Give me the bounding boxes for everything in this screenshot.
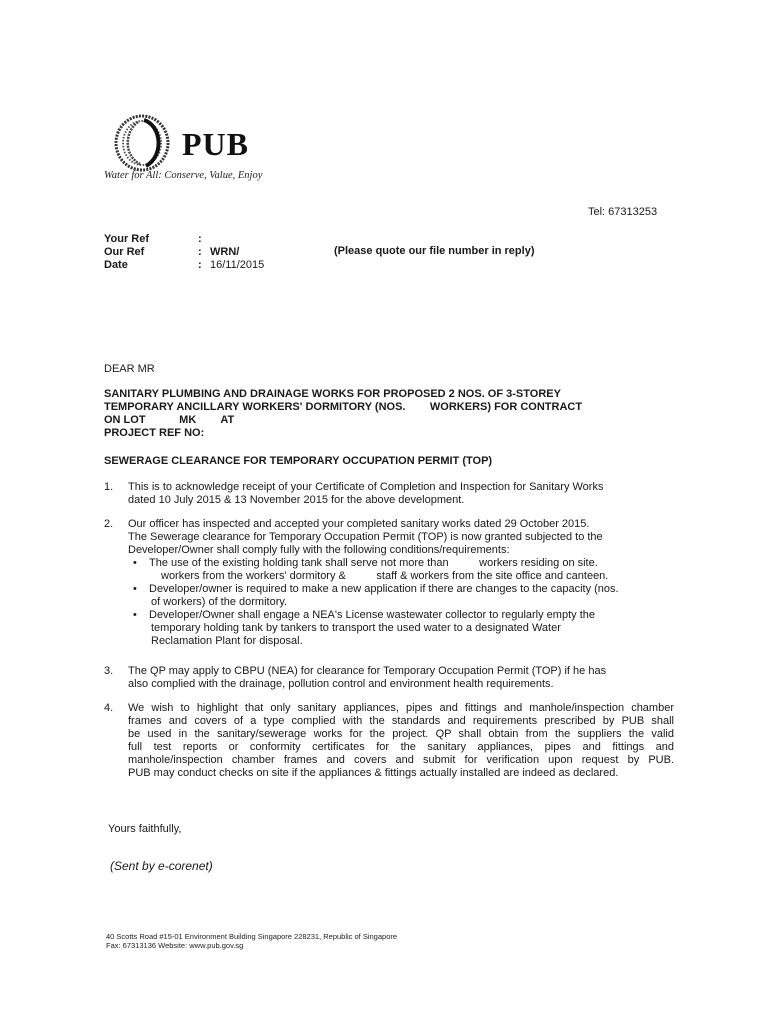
sewerage-clearance-heading: SEWERAGE CLEARANCE FOR TEMPORARY OCCUPATION PERMIT (TOP) (104, 455, 493, 467)
subject-line-1: SANITARY PLUMBING AND DRAINAGE WORKS FOR PROPOSED 2 NOS. OF 3-STOREY (104, 388, 561, 400)
paragraph-line: full test reports or conformity certificates for the sanitary appliances, pipes and fittings and (128, 741, 674, 753)
paragraph-1 (104, 481, 674, 507)
date-row (104, 259, 264, 272)
subject-line-2: TEMPORARY ANCILLARY WORKERS' DORMITORY (NOS. WORKERS) FOR CONTRACT (104, 401, 583, 413)
reference-block (104, 233, 264, 272)
paragraph-line: The QP may apply to CBPU (NEA) for clearance for Temporary Occupation Permit (TOP) if he has (128, 665, 607, 677)
footer-line: Fax: 67313136 Website: www.pub.gov.sg (106, 941, 244, 950)
colon: : (198, 233, 202, 245)
paragraph-line: Developer/Owner shall comply fully with the following conditions/requirements: (128, 544, 510, 556)
condition-line: workers from the workers' dormitory & staff & workers from the site office and canteen. (161, 570, 609, 582)
salutation: DEAR MR (104, 363, 155, 375)
paragraph-number: 4. (104, 702, 114, 714)
subject-line-4: PROJECT REF NO: (104, 427, 205, 439)
colon: : (198, 259, 202, 271)
paragraph-line: manhole/inspection chamber frames and covers and submit for verification upon request by PUB. (128, 754, 674, 766)
condition-line: of workers) of the dormitory. (151, 596, 288, 608)
paragraph-2 (104, 518, 674, 648)
footer-address (106, 932, 397, 950)
our-ref-row (104, 246, 264, 259)
your-ref-row (104, 233, 264, 246)
condition-item (128, 557, 674, 583)
paragraph-3 (104, 665, 674, 691)
paragraph-body (128, 518, 674, 648)
condition-line: • Developer/Owner shall engage a NEA's License wastewater collector to regularly empty the (149, 609, 595, 621)
paragraph-number: 1. (104, 481, 114, 493)
quote-file-note: (Please quote our file number in reply) (334, 245, 535, 257)
paragraph-number: 2. (104, 518, 114, 530)
subject-heading (104, 388, 582, 440)
paragraph-line: The Sewerage clearance for Temporary Occupation Permit (TOP) is now granted subjected to the (128, 531, 603, 543)
paragraph-line: frames and covers of a type complied with the standards and requirements prescribed by PUB shall (128, 715, 674, 727)
paragraph-line: PUB may conduct checks on site if the appliances & fittings actually installed are indeed as declared. (128, 767, 619, 779)
condition-item (128, 583, 674, 609)
condition-line: • Developer/owner is required to make a new application if there are changes to the capacity (nos. (149, 583, 619, 595)
our-ref-label: Our Ref (104, 246, 145, 258)
paragraph-body (128, 702, 674, 780)
condition-line: temporary holding tank by tankers to transport the used water to a designated Water (151, 622, 561, 634)
paragraph-body (128, 665, 674, 691)
condition-line: Reclamation Plant for disposal. (151, 635, 303, 647)
colon: : (198, 246, 202, 258)
paragraph-line: We wish to highlight that only sanitary appliances, pipes and fittings and manhole/inspection chamber (128, 702, 674, 714)
paragraph-line: This is to acknowledge receipt of your Certificate of Completion and Inspection for Sanitary Works (128, 481, 604, 493)
paragraph-line: dated 10 July 2015 & 13 November 2015 for the above development. (128, 494, 465, 506)
your-ref-label: Your Ref (104, 233, 150, 245)
date-label: Date (104, 259, 128, 271)
condition-item (128, 609, 674, 648)
condition-line: • The use of the existing holding tank shall serve not more than workers residing on site. (149, 557, 598, 569)
brand-tagline: Water for All: Conserve, Value, Enjoy (104, 170, 263, 181)
telephone-number: Tel: 67313253 (588, 206, 658, 218)
conditions-list (128, 557, 674, 648)
our-ref-value: WRN/ (210, 246, 240, 258)
paragraph-line: be used in the sanitary/sewerage works for the project. QP shall obtain from the suppliers the valid (128, 728, 674, 740)
paragraph-line: also complied with the drainage, pollution control and environment health requirements. (128, 678, 554, 690)
paragraph-number: 3. (104, 665, 114, 677)
paragraph-4 (104, 702, 674, 780)
closing-phrase: Yours faithfully, (108, 823, 182, 835)
paragraph-body (128, 481, 674, 507)
sent-by-note: (Sent by e-corenet) (110, 859, 213, 873)
date-value: 16/11/2015 (210, 259, 265, 271)
brand-name: PUB (182, 126, 249, 162)
footer-line: 40 Scotts Road #15-01 Environment Building Singapore 228231, Republic of Singapore (106, 932, 398, 941)
pub-logo-icon (110, 112, 174, 174)
paragraph-line: Our officer has inspected and accepted your completed sanitary works dated 29 October 2015. (128, 518, 590, 530)
subject-line-3: ON LOT MK AT (104, 414, 235, 426)
